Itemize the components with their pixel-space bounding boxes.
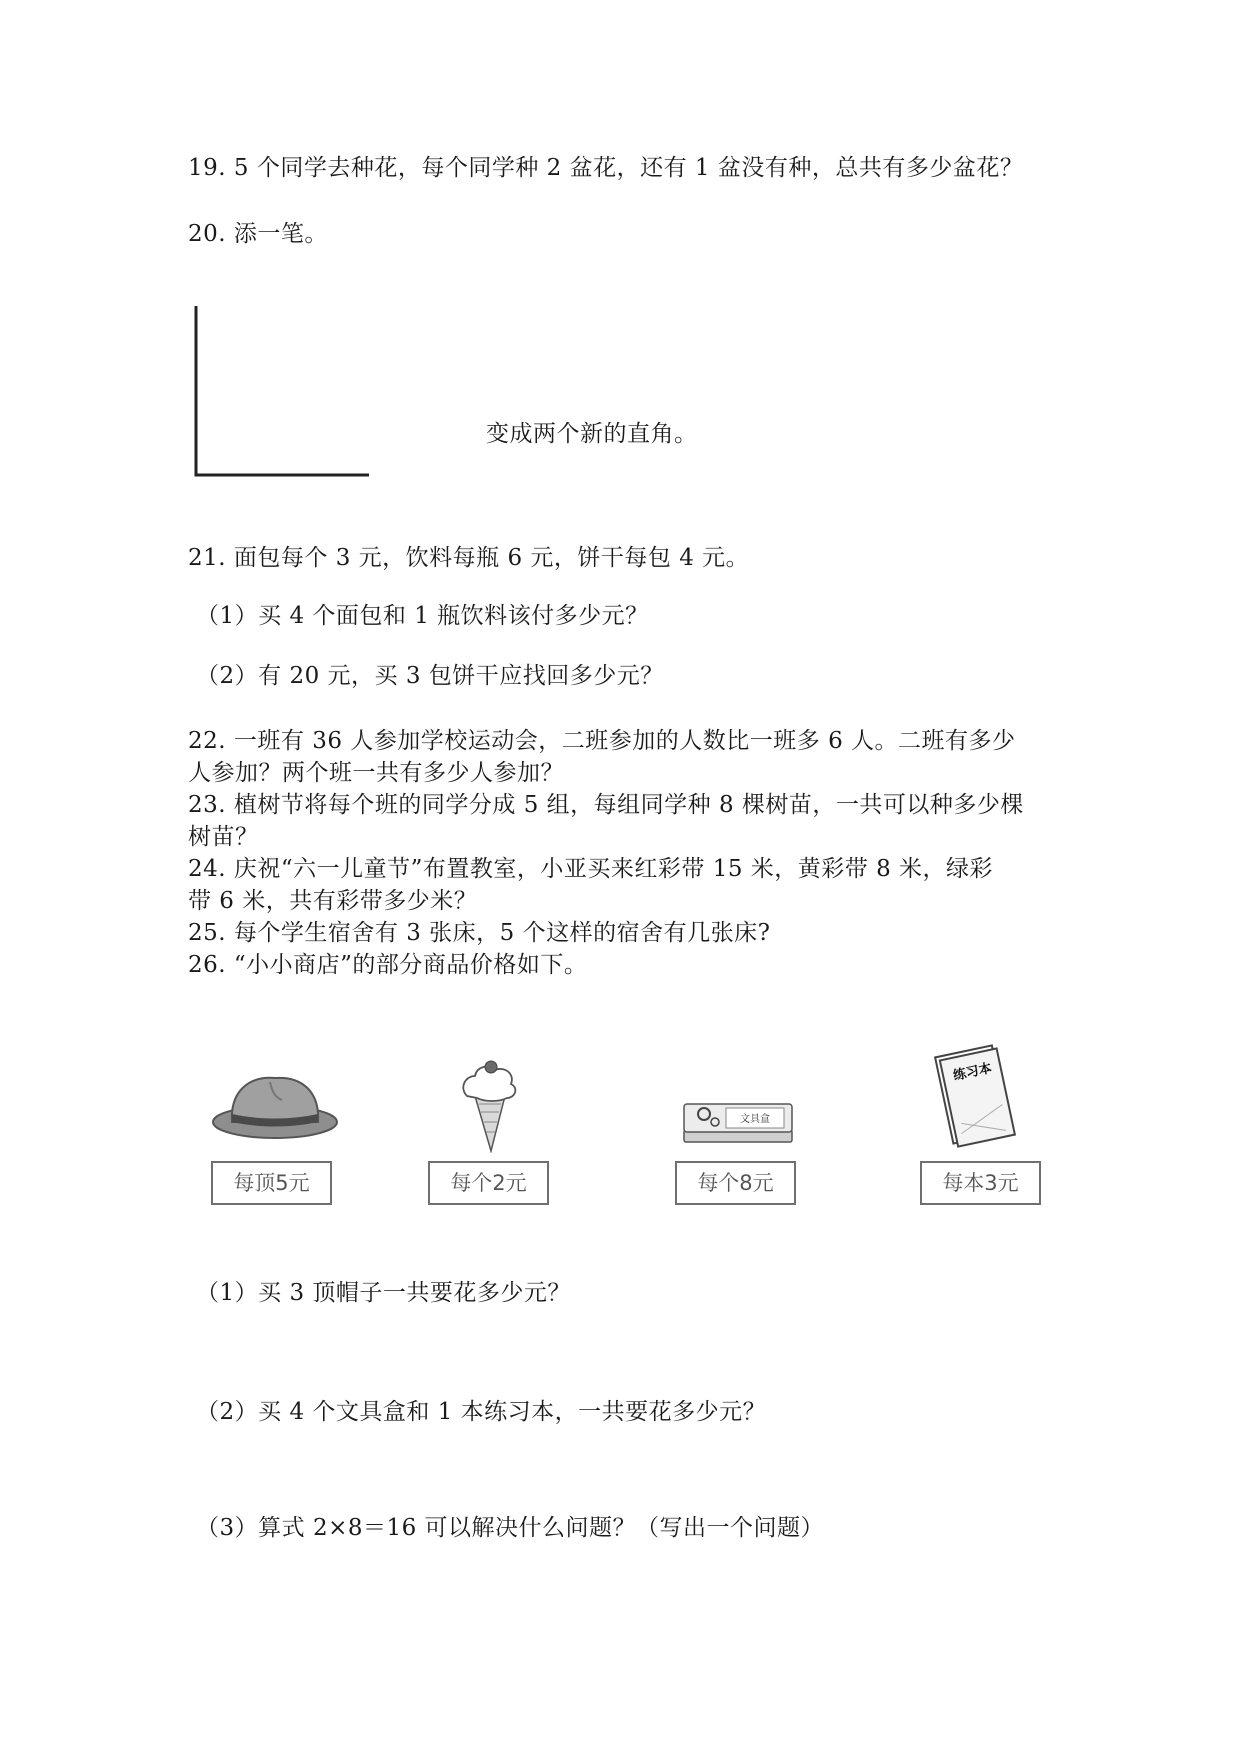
question-20-caption: 变成两个新的直角。 — [486, 421, 698, 447]
price-label-notebook: 每本3元 — [920, 1161, 1041, 1205]
question-24-line1: 24. 庆祝“六一儿童节”布置教室，小亚买来红彩带 15 米，黄彩带 8 米，绿彩 — [188, 856, 994, 882]
question-21-sub2: （2）有 20 元，买 3 包饼干应找回多少元？ — [196, 663, 664, 689]
question-26-sub1: （1）买 3 顶帽子一共要花多少元？ — [196, 1280, 571, 1306]
question-26-sub3: （3）算式 2×8＝16 可以解决什么问题？（写出一个问题） — [196, 1515, 825, 1541]
question-26-title: 26. “小小商店”的部分商品价格如下。 — [188, 952, 588, 978]
question-23-line2: 树苗？ — [188, 824, 259, 850]
question-20-title: 20. 添一笔。 — [188, 221, 328, 247]
notebook-icon — [930, 1040, 1020, 1152]
question-26-sub2: （2）买 4 个文具盒和 1 本练习本，一共要花多少元？ — [196, 1399, 767, 1425]
question-23-line1: 23. 植树节将每个班的同学分成 5 组，每组同学种 8 棵树苗，一共可以种多少棵 — [188, 792, 1024, 818]
ice-cream-icon — [455, 1058, 525, 1153]
question-19: 19. 5 个同学去种花，每个同学种 2 盆花，还有 1 盆没有种，总共有多少盆花？ — [188, 155, 1024, 181]
question-25: 25. 每个学生宿舍有 3 张床，5 个这样的宿舍有几张床? — [188, 920, 771, 946]
notebook-cover-label: 练习本 — [951, 1061, 994, 1084]
right-angle-figure — [193, 303, 373, 483]
question-24-line2: 带 6 米，共有彩带多少米？ — [188, 888, 478, 914]
pencil-box-label: 文具盒 — [740, 1114, 770, 1125]
question-22-line2: 人参加？两个班一共有多少人参加？ — [188, 760, 564, 786]
price-label-ice-cream: 每个2元 — [428, 1161, 549, 1205]
question-21-sub1: （1）买 4 个面包和 1 瓶饮料该付多少元？ — [196, 603, 649, 629]
question-22-line1: 22. 一班有 36 人参加学校运动会，二班参加的人数比一班多 6 人。二班有多少 — [188, 728, 1016, 754]
question-21-title: 21. 面包每个 3 元，饮料每瓶 6 元，饼干每包 4 元。 — [188, 545, 750, 571]
price-label-pencil-box: 每个8元 — [675, 1161, 796, 1205]
hat-icon — [210, 1070, 340, 1142]
price-label-hat: 每顶5元 — [211, 1161, 332, 1205]
pencil-box-icon — [682, 1100, 794, 1146]
